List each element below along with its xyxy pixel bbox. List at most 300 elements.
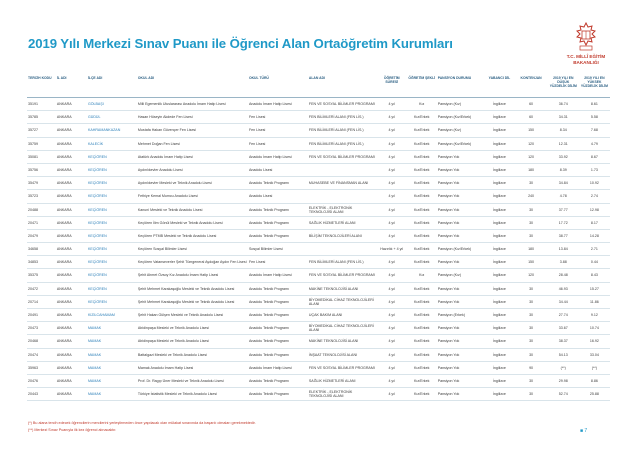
page-number-value: 7: [584, 428, 588, 434]
cell-yabanci-dil: İngilizce: [484, 295, 514, 308]
cell-okul-turu: Anadolu Teknik Programı: [248, 203, 308, 216]
cell-il-adi: ANKARA: [56, 295, 87, 308]
cell-en-dusuk-dilim: 13.84: [548, 243, 579, 256]
cell-okul-turu: Fen Lisesi: [248, 124, 308, 137]
cell-alan-adi: MUHASEBE VE FİNANSMAN ALANI: [308, 177, 377, 190]
cell-yabanci-dil: İngilizce: [484, 361, 514, 374]
cell-en-dusuk-dilim: 12.31: [548, 137, 579, 150]
cell-en-dusuk-dilim: 34.44: [548, 295, 579, 308]
cell-il-adi: ANKARA: [56, 374, 87, 387]
cell-okul-turu: Anadolu Teknik Programı: [248, 322, 308, 335]
cell-ogretim-suresi: 4 yıl: [377, 322, 407, 335]
cell-kontenjan: 180: [514, 163, 547, 176]
table-row: [27, 203, 610, 216]
cell-ogretim-suresi: 4 yıl: [377, 295, 407, 308]
cell-pansiyon-durumu: Pansiyon Yok: [437, 282, 485, 295]
cell-tercih-kodu: 35759: [27, 137, 56, 150]
cell-okul-adi: Türkiye İstatistik Mesleki ve Teknik Anadolu Lisesi: [137, 388, 248, 401]
footnote-1: (*) Bu alana tercih edecek öğrencilerin mercilerini yerleştirmeden önce yapılacak olan mülakat sınavında da başarılı olmaları gerekmektedir.: [28, 421, 256, 425]
table-row: [27, 150, 610, 163]
cell-il-adi: ANKARA: [56, 256, 87, 269]
cell-yabanci-dil: İngilizce: [484, 137, 514, 150]
cell-ilce-adi: KEÇİÖREN: [87, 190, 137, 203]
cell-ilce-adi: KEÇİÖREN: [87, 269, 137, 282]
cell-okul-turu: Anadolu Teknik Programı: [248, 216, 308, 229]
table-row: [27, 388, 610, 401]
cell-yabanci-dil: İngilizce: [484, 203, 514, 216]
cell-okul-adi: Aydınlıkevler Mesleki ve Teknik Anadolu Lisesi: [137, 177, 248, 190]
table-row: [27, 282, 610, 295]
logo-line2: BAKANLIĞI: [573, 60, 599, 65]
cell-ilce-adi: KEÇİÖREN: [87, 243, 137, 256]
cell-pansiyon-durumu: Pansiyon Yok: [437, 203, 485, 216]
schools-table: [27, 76, 610, 401]
cell-alan-adi: İNŞAAT TEKNOLOJİSİ ALANI: [308, 348, 377, 361]
cell-ogretim-sekli: Kız: [407, 98, 437, 111]
cell-en-yuksek-dilim: 12.98: [579, 203, 610, 216]
cell-okul-adi: Aydınlıkevler Anadolu Lisesi: [137, 163, 248, 176]
cell-il-adi: ANKARA: [56, 388, 87, 401]
cell-ilce-adi: KEÇİÖREN: [87, 177, 137, 190]
cell-en-yuksek-dilim: 5.58: [579, 111, 610, 124]
cell-okul-turu: Anadolu Teknik Programı: [248, 229, 308, 242]
cell-ogretim-sekli: Kız/Erkek: [407, 111, 437, 124]
cell-il-adi: ANKARA: [56, 137, 87, 150]
cell-en-dusuk-dilim: 46.93: [548, 282, 579, 295]
cell-yabanci-dil: İngilizce: [484, 111, 514, 124]
table-body: [27, 98, 610, 401]
cell-tercih-kodu: 20472: [27, 282, 56, 295]
column-header-en-yuksek-dilim: 2019 YILI EN YÜKSEK YÜZDELİK DİLİM: [579, 76, 610, 98]
cell-pansiyon-durumu: Pansiyon (Kız/Erkek): [437, 243, 485, 256]
table-row: [27, 163, 610, 176]
table-row: [27, 190, 610, 203]
cell-kontenjan: 30: [514, 335, 547, 348]
cell-en-dusuk-dilim: 27.74: [548, 309, 579, 322]
cell-alan-adi: BİLİŞİM TEKNOLOJİLERİ ALANI: [308, 229, 377, 242]
column-header-ogretim-sekli: ÖĞRETİM ŞEKLİ: [407, 76, 437, 98]
cell-il-adi: ANKARA: [56, 229, 87, 242]
cell-yabanci-dil: İngilizce: [484, 256, 514, 269]
cell-ogretim-suresi: 4 yıl: [377, 137, 407, 150]
cell-ogretim-sekli: Kız/Erkek: [407, 256, 437, 269]
cell-ogretim-suresi: 4 yıl: [377, 177, 407, 190]
cell-okul-adi: Kanuni Mesleki ve Teknik Anadolu Lisesi: [137, 203, 248, 216]
cell-ogretim-sekli: Kız: [407, 269, 437, 282]
cell-tercih-kodu: 20443: [27, 388, 56, 401]
cell-yabanci-dil: İngilizce: [484, 269, 514, 282]
cell-en-dusuk-dilim: 38.37: [548, 335, 579, 348]
cell-ilce-adi: MAMAK: [87, 388, 137, 401]
cell-en-dusuk-dilim: 8.39: [548, 163, 579, 176]
table-row: [27, 243, 610, 256]
cell-kontenjan: 30: [514, 216, 547, 229]
cell-ogretim-suresi: 4 yıl: [377, 361, 407, 374]
cell-okul-adi: Fethiye Kemal Mumcu Anadolu Lisesi: [137, 190, 248, 203]
cell-ogretim-suresi: 4 yıl: [377, 216, 407, 229]
cell-en-dusuk-dilim: 33.92: [548, 150, 579, 163]
table-row: [27, 137, 610, 150]
cell-ogretim-sekli: Kız/Erkek: [407, 295, 437, 308]
cell-en-yuksek-dilim: 1.73: [579, 163, 610, 176]
cell-yabanci-dil: İngilizce: [484, 98, 514, 111]
cell-okul-adi: Keçiören İlim Gönül Mesleki ve Teknik Anadolu Lisesi: [137, 216, 248, 229]
cell-alan-adi: [308, 243, 377, 256]
cell-ogretim-sekli: Kız/Erkek: [407, 388, 437, 401]
cell-ogretim-suresi: 4 yıl: [377, 374, 407, 387]
cell-en-yuksek-dilim: 16.92: [579, 335, 610, 348]
cell-en-dusuk-dilim: 33.67: [548, 322, 579, 335]
cell-okul-adi: Mustafa Hakan Güvençer Fen Lisesi: [137, 124, 248, 137]
table-row: [27, 229, 610, 242]
table-row: [27, 124, 610, 137]
cell-en-dusuk-dilim: 38.77: [548, 229, 579, 242]
cell-en-yuksek-dilim: 8.17: [579, 216, 610, 229]
cell-tercih-kodu: 20473: [27, 322, 56, 335]
column-header-pansiyon-durumu: PANSİYON DURUMU: [437, 76, 485, 98]
column-header-kontenjan: KONTENJAN: [514, 76, 547, 98]
page-number: [580, 428, 587, 434]
table-header-row: [27, 76, 610, 98]
cell-ilce-adi: KEÇİÖREN: [87, 295, 137, 308]
cell-okul-turu: Anadolu Teknik Programı: [248, 374, 308, 387]
table-row: [27, 295, 610, 308]
cell-alan-adi: FEN BİLİMLERİ ALANI (FEN LİS.): [308, 137, 377, 150]
cell-pansiyon-durumu: Pansiyon Yok: [437, 322, 485, 335]
table-row: [27, 256, 610, 269]
cell-alan-adi: BİYOMEDİKAL CİHAZ TEKNOLOJİLERİ ALANI: [308, 322, 377, 335]
cell-pansiyon-durumu: Pansiyon (Erkek): [437, 309, 485, 322]
cell-pansiyon-durumu: Pansiyon Yok: [437, 256, 485, 269]
cell-ogretim-sekli: Kız/Erkek: [407, 335, 437, 348]
cell-en-yuksek-dilim: 25.88: [579, 388, 610, 401]
cell-en-yuksek-dilim: 8.67: [579, 150, 610, 163]
cell-kontenjan: 30: [514, 229, 547, 242]
column-header-tercih-kodu: TERCİH KODU: [27, 76, 56, 98]
cell-pansiyon-durumu: Pansiyon (Kız): [437, 98, 485, 111]
cell-tercih-kodu: 20479: [27, 229, 56, 242]
table-row: [27, 309, 610, 322]
cell-en-dusuk-dilim: 36.74: [548, 98, 579, 111]
cell-en-dusuk-dilim: (**): [548, 361, 579, 374]
cell-kontenjan: 30: [514, 374, 547, 387]
cell-alan-adi: FEN BİLİMLERİ ALANI (FEN LİS.): [308, 256, 377, 269]
cell-yabanci-dil: İngilizce: [484, 177, 514, 190]
cell-il-adi: ANKARA: [56, 150, 87, 163]
cell-kontenjan: 30: [514, 295, 547, 308]
cell-pansiyon-durumu: Pansiyon Yok: [437, 361, 485, 374]
cell-yabanci-dil: İngilizce: [484, 388, 514, 401]
cell-kontenjan: 30: [514, 322, 547, 335]
cell-en-yuksek-dilim: 8.43: [579, 269, 610, 282]
table-row: [27, 177, 610, 190]
cell-ilce-adi: KALECİK: [87, 137, 137, 150]
cell-en-yuksek-dilim: 9.12: [579, 309, 610, 322]
cell-ogretim-suresi: 4 yıl: [377, 124, 407, 137]
cell-okul-turu: Anadolu Teknik Programı: [248, 335, 308, 348]
cell-en-yuksek-dilim: 10.92: [579, 177, 610, 190]
cell-okul-turu: Fen Lisesi: [248, 111, 308, 124]
cell-kontenjan: 150: [514, 256, 547, 269]
cell-en-dusuk-dilim: 4.78: [548, 190, 579, 203]
cell-en-yuksek-dilim: 33.04: [579, 348, 610, 361]
cell-okul-adi: Şehit Hakan Gülşen Mesleki ve Teknik Anadolu Lisesi: [137, 309, 248, 322]
cell-kontenjan: 120: [514, 150, 547, 163]
cell-okul-turu: Fen Lisesi: [248, 256, 308, 269]
cell-ogretim-sekli: Kız/Erkek: [407, 229, 437, 242]
cell-pansiyon-durumu: Pansiyon (Kız/Erkek): [437, 111, 485, 124]
cell-il-adi: ANKARA: [56, 124, 87, 137]
cell-kontenjan: 30: [514, 348, 547, 361]
cell-en-yuksek-dilim: 8.86: [579, 374, 610, 387]
cell-en-dusuk-dilim: 52.74: [548, 388, 579, 401]
column-header-en-dusuk-dilim: 2019 YILI EN DÜŞÜK YÜZDELİK DİLİM: [548, 76, 579, 98]
cell-ilce-adi: KEÇİÖREN: [87, 163, 137, 176]
cell-en-yuksek-dilim: 11.86: [579, 295, 610, 308]
cell-okul-turu: Anadolu İmam Hatip Lisesi: [248, 98, 308, 111]
cell-il-adi: ANKARA: [56, 111, 87, 124]
table-row: [27, 269, 610, 282]
cell-tercih-kodu: 35081: [27, 150, 56, 163]
cell-tercih-kodu: 35727: [27, 124, 56, 137]
cell-alan-adi: ELEKTRİK - ELEKTRONİK TEKNOLOJİSİ ALANI: [308, 203, 377, 216]
cell-kontenjan: 30: [514, 177, 547, 190]
cell-kontenjan: 60: [514, 111, 547, 124]
cell-en-yuksek-dilim: 0.44: [579, 256, 610, 269]
cell-yabanci-dil: İngilizce: [484, 216, 514, 229]
cell-ilce-adi: MAMAK: [87, 374, 137, 387]
cell-en-yuksek-dilim: (**): [579, 361, 610, 374]
cell-okul-turu: Anadolu Lisesi: [248, 163, 308, 176]
cell-il-adi: ANKARA: [56, 309, 87, 322]
cell-alan-adi: UÇAK BAKIM ALANI: [308, 309, 377, 322]
cell-tercih-kodu: 20714: [27, 295, 56, 308]
cell-alan-adi: SAĞLIK HİZMETLERİ ALANI: [308, 374, 377, 387]
cell-il-adi: ANKARA: [56, 361, 87, 374]
cell-ogretim-sekli: Kız/Erkek: [407, 203, 437, 216]
cell-ogretim-sekli: Kız/Erkek: [407, 177, 437, 190]
cell-alan-adi: BİYOMEDİKAL CİHAZ TEKNOLOJİLERİ ALANI: [308, 295, 377, 308]
cell-yabanci-dil: İngilizce: [484, 163, 514, 176]
cell-tercih-kodu: 35191: [27, 98, 56, 111]
cell-pansiyon-durumu: Pansiyon Yok: [437, 388, 485, 401]
cell-okul-turu: Anadolu Teknik Programı: [248, 388, 308, 401]
cell-tercih-kodu: 35479: [27, 177, 56, 190]
cell-ogretim-sekli: Kız/Erkek: [407, 137, 437, 150]
cell-alan-adi: FEN VE SOSYAL BİLİMLER PROGRAMI: [308, 361, 377, 374]
cell-ogretim-suresi: 4 yıl: [377, 348, 407, 361]
cell-ilce-adi: MAMAK: [87, 322, 137, 335]
cell-ilce-adi: KEÇİÖREN: [87, 203, 137, 216]
cell-okul-turu: Anadolu Teknik Programı: [248, 282, 308, 295]
cell-en-dusuk-dilim: 34.84: [548, 177, 579, 190]
cell-ilce-adi: MAMAK: [87, 335, 137, 348]
pager-dot-icon: ■: [580, 428, 584, 434]
cell-ogretim-sekli: Kız/Erkek: [407, 150, 437, 163]
cell-ilce-adi: KEÇİÖREN: [87, 282, 137, 295]
cell-ogretim-suresi: 4 yıl: [377, 309, 407, 322]
cell-tercih-kodu: 20476: [27, 374, 56, 387]
cell-en-yuksek-dilim: 8.61: [579, 98, 610, 111]
cell-en-dusuk-dilim: 34.31: [548, 111, 579, 124]
column-header-ilce-adi: İLÇE ADI: [87, 76, 137, 98]
cell-ogretim-sekli: Kız/Erkek: [407, 124, 437, 137]
cell-pansiyon-durumu: Pansiyon (Kız): [437, 124, 485, 137]
cell-il-adi: ANKARA: [56, 348, 87, 361]
cell-tercih-kodu: 35963: [27, 361, 56, 374]
cell-ilce-adi: KEÇİÖREN: [87, 150, 137, 163]
cell-ogretim-sekli: Kız/Erkek: [407, 190, 437, 203]
cell-ogretim-sekli: Kız/Erkek: [407, 163, 437, 176]
cell-okul-turu: Anadolu Teknik Programı: [248, 309, 308, 322]
cell-en-dusuk-dilim: 37.77: [548, 203, 579, 216]
cell-il-adi: ANKARA: [56, 163, 87, 176]
cell-pansiyon-durumu: Pansiyon (Kız): [437, 269, 485, 282]
cell-kontenjan: 30: [514, 203, 547, 216]
cell-yabanci-dil: İngilizce: [484, 335, 514, 348]
cell-alan-adi: ELEKTRİK - ELEKTRONİK TEKNOLOJİSİ ALANI: [308, 388, 377, 401]
cell-ilce-adi: MAMAK: [87, 348, 137, 361]
cell-pansiyon-durumu: Pansiyon Yok: [437, 163, 485, 176]
cell-kontenjan: 120: [514, 269, 547, 282]
cell-kontenjan: 60: [514, 98, 547, 111]
table-row: [27, 322, 610, 335]
table-row: [27, 216, 610, 229]
table-row: [27, 335, 610, 348]
cell-tercih-kodu: 35756: [27, 163, 56, 176]
cell-okul-turu: Anadolu Teknik Programı: [248, 177, 308, 190]
ministry-emblem-icon: [574, 22, 598, 52]
column-header-ogretim-suresi: ÖĞRETİM SÜRESİ: [377, 76, 407, 98]
cell-kontenjan: 90: [514, 361, 547, 374]
table-row: [27, 348, 610, 361]
cell-kontenjan: 150: [514, 124, 547, 137]
page-title: 2019 Yılı Merkezi Sınav Puanı ile Öğrenci Alan Ortaöğretim Kurumları: [28, 36, 453, 51]
table-row: [27, 98, 610, 111]
cell-yabanci-dil: İngilizce: [484, 229, 514, 242]
cell-yabanci-dil: İngilizce: [484, 309, 514, 322]
cell-il-adi: ANKARA: [56, 177, 87, 190]
cell-pansiyon-durumu: Pansiyon Yok: [437, 190, 485, 203]
cell-kontenjan: 180: [514, 243, 547, 256]
cell-pansiyon-durumu: Pansiyon Yok: [437, 177, 485, 190]
cell-ilce-adi: GÜDÜL: [87, 111, 137, 124]
cell-en-yuksek-dilim: 2.71: [579, 243, 610, 256]
cell-ilce-adi: KEÇİÖREN: [87, 229, 137, 242]
cell-yabanci-dil: İngilizce: [484, 243, 514, 256]
cell-en-yuksek-dilim: 10.74: [579, 322, 610, 335]
cell-en-yuksek-dilim: 2.74: [579, 190, 610, 203]
cell-okul-adi: Keçiören Sosyal Bilimler Lisesi: [137, 243, 248, 256]
cell-tercih-kodu: 35723: [27, 190, 56, 203]
cell-en-yuksek-dilim: 7.68: [579, 124, 610, 137]
cell-ogretim-suresi: 4 yıl: [377, 388, 407, 401]
cell-alan-adi: [308, 163, 377, 176]
cell-yabanci-dil: İngilizce: [484, 124, 514, 137]
cell-okul-adi: Hasan Hüseyin Akdede Fen Lisesi: [137, 111, 248, 124]
cell-ogretim-suresi: 4 yıl: [377, 111, 407, 124]
cell-okul-turu: Sosyal Bilimler Lisesi: [248, 243, 308, 256]
cell-alan-adi: FEN VE SOSYAL BİLİMLER PROGRAMI: [308, 269, 377, 282]
cell-en-yuksek-dilim: 4.79: [579, 137, 610, 150]
cell-okul-turu: Anadolu Teknik Programı: [248, 348, 308, 361]
cell-en-dusuk-dilim: 3.88: [548, 256, 579, 269]
column-header-yabanci-dil: YABANCI DİL: [484, 76, 514, 98]
cell-yabanci-dil: İngilizce: [484, 322, 514, 335]
cell-kontenjan: 30: [514, 309, 547, 322]
cell-en-dusuk-dilim: 28.48: [548, 269, 579, 282]
cell-kontenjan: 120: [514, 137, 547, 150]
cell-okul-adi: Şehit Mehmet Karakaşoğlu Mesleki ve Teknik Anadolu Lisesi: [137, 295, 248, 308]
cell-ilce-adi: KEÇİÖREN: [87, 256, 137, 269]
cell-ogretim-sekli: Kız/Erkek: [407, 361, 437, 374]
cell-pansiyon-durumu: Pansiyon Yok: [437, 216, 485, 229]
cell-okul-adi: Battalgazi Mesleki ve Teknik Anadolu Lisesi: [137, 348, 248, 361]
footnote-2: (**) Merkezi Sınav Puanıyla ilk kez öğrenci alınacaktır.: [28, 428, 117, 432]
cell-okul-adi: Mamak Anadolu İmam Hatip Lisesi: [137, 361, 248, 374]
cell-ogretim-suresi: 4 yıl: [377, 256, 407, 269]
cell-alan-adi: [308, 190, 377, 203]
cell-pansiyon-durumu: Pansiyon (Kız/Erkek): [437, 137, 485, 150]
cell-yabanci-dil: İngilizce: [484, 150, 514, 163]
table-row: [27, 374, 610, 387]
cell-ogretim-suresi: 4 yıl: [377, 335, 407, 348]
cell-tercih-kodu: 35375: [27, 269, 56, 282]
cell-en-yuksek-dilim: 14.28: [579, 229, 610, 242]
cell-yabanci-dil: İngilizce: [484, 282, 514, 295]
cell-ogretim-sekli: Kız/Erkek: [407, 282, 437, 295]
cell-alan-adi: FEN BİLİMLERİ ALANI (FEN LİS.): [308, 124, 377, 137]
cell-il-adi: ANKARA: [56, 203, 87, 216]
cell-il-adi: ANKARA: [56, 335, 87, 348]
cell-yabanci-dil: İngilizce: [484, 374, 514, 387]
column-header-alan-adi: ALAN ADI: [308, 76, 377, 98]
cell-okul-turu: Fen Lisesi: [248, 137, 308, 150]
cell-alan-adi: MAKİNE TEKNOLOJİSİ ALANI: [308, 282, 377, 295]
cell-en-dusuk-dilim: 8.34: [548, 124, 579, 137]
cell-pansiyon-durumu: Pansiyon Yok: [437, 295, 485, 308]
cell-en-yuksek-dilim: 15.27: [579, 282, 610, 295]
cell-okul-adi: Prof. Dr. Ragıp Üner Mesleki ve Teknik Anadolu Lisesi: [137, 374, 248, 387]
cell-ogretim-sekli: Kız/Erkek: [407, 309, 437, 322]
cell-tercih-kodu: 20471: [27, 216, 56, 229]
logo-line1: T.C. MİLLÎ EĞİTİM: [566, 54, 606, 59]
cell-ogretim-suresi: 4 yıl: [377, 229, 407, 242]
cell-ogretim-suresi: 4 yıl: [377, 150, 407, 163]
cell-alan-adi: MAKİNE TEKNOLOJİSİ ALANI: [308, 335, 377, 348]
cell-ogretim-sekli: Kız/Erkek: [407, 374, 437, 387]
cell-okul-adi: Abidinpaşa Mesleki ve Teknik Anadolu Lisesi: [137, 335, 248, 348]
cell-ogretim-suresi: 4 yıl: [377, 269, 407, 282]
cell-okul-adi: Mehmet Doğan Fen Lisesi: [137, 137, 248, 150]
cell-tercih-kodu: 20491: [27, 309, 56, 322]
cell-il-adi: ANKARA: [56, 190, 87, 203]
cell-tercih-kodu: 34658: [27, 243, 56, 256]
cell-pansiyon-durumu: Pansiyon Yok: [437, 348, 485, 361]
column-header-okul-adi: OKUL ADI: [137, 76, 248, 98]
cell-kontenjan: 30: [514, 282, 547, 295]
cell-yabanci-dil: İngilizce: [484, 348, 514, 361]
cell-pansiyon-durumu: Pansiyon Yok: [437, 374, 485, 387]
cell-okul-adi: Şehit Mehmet Karakaşoğlu Mesleki ve Teknik Anadolu Lisesi: [137, 282, 248, 295]
cell-alan-adi: FEN VE SOSYAL BİLİMLER PROGRAMI: [308, 98, 377, 111]
cell-ilce-adi: GÖLBAŞI: [87, 98, 137, 111]
cell-il-adi: ANKARA: [56, 269, 87, 282]
cell-kontenjan: 240: [514, 190, 547, 203]
cell-okul-turu: Anadolu İmam Hatip Lisesi: [248, 269, 308, 282]
cell-okul-turu: Anadolu İmam Hatip Lisesi: [248, 361, 308, 374]
cell-tercih-kodu: 20488: [27, 203, 56, 216]
